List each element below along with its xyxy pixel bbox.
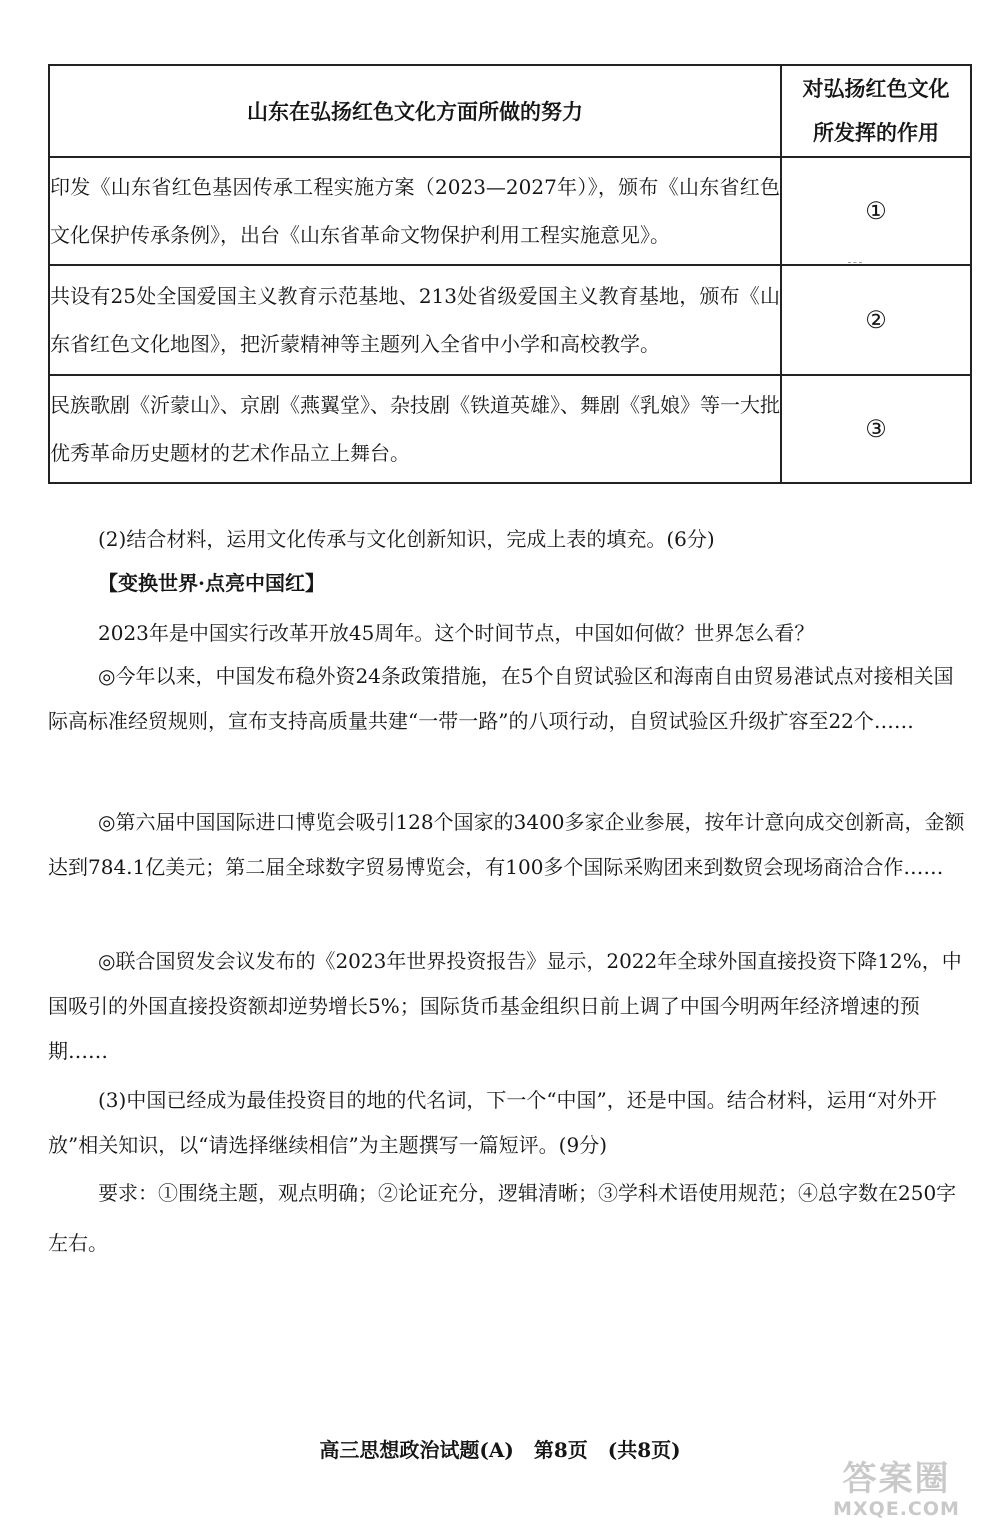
essay-requirements: 要求：①围绕主题，观点明确；②论证充分，逻辑清晰；③学科术语使用规范；④总字数在250字左右。 [48,1181,957,1255]
table-cell-effort: 印发《山东省红色基因传承工程实施方案（2023—2027年）》，颁布《山东省红色文化保护传承条例》，出台《山东省革命文物保护利用工程实施意见》。 [49,157,781,265]
table-header-efforts: 山东在弘扬红色文化方面所做的努力 [49,65,781,157]
material-bullet-2: ◎第六届中国国际进口博览会吸引128个国家的3400多家企业参展，按年计意向成交创新高，金额达到784.1亿美元；第二届全球数字贸易博览会，有100多个国际采购团来到数贸会现场商洽合作…… [48,810,965,879]
table-row [49,157,971,265]
watermark-url: MXQE.COM [833,1498,960,1520]
table-header-role-line1: 对弘扬红色文化 [802,76,950,101]
table-header-role [781,65,971,157]
red-culture-table [48,64,972,484]
material-bullet-3: ◎联合国贸发会议发布的《2023年世界投资报告》显示，2022年全球外国直接投资下降12%，中国吸引的外国直接投资额却逆势增长5%；国际货币基金组织日前上调了中国今明两年经济增速的预期…… [48,949,962,1063]
question-3: (3)中国已经成为最佳投资目的地的代名词，下一个“中国”，还是中国。结合材料，运用“对外开放”相关知识，以“请选择继续相信”为主题撰写一篇短评。(9分) [48,1088,938,1157]
page-footer: 高三思想政治试题(A) 第8页 (共8页) [319,1438,681,1462]
question-2: (2)结合材料，运用文化传承与文化创新知识，完成上表的填充。(6分) [98,527,715,551]
table-row [49,265,971,375]
site-watermark [809,1460,984,1522]
material-bullet-1: ◎今年以来，中国发布稳外资24条政策措施，在5个自贸试验区和海南自由贸易港试点对接相关国际高标准经贸规则，宣布支持高质量共建“一带一路”的八项行动，自贸试验区升级扩容至22个…… [48,664,954,733]
table-cell-effort: 共设有25处全国爱国主义教育示范基地、213处省级爱国主义教育基地，颁布《山东省红色文化地图》，把沂蒙精神等主题列入全省中小学和高校教学。 [49,265,781,375]
table-header-row [49,65,971,157]
section-title: 【变换世界·点亮中国红】 [98,571,325,595]
answer-slot-3: ③ [781,375,971,483]
scan-mark [848,262,862,275]
material-intro: 2023年是中国实行改革开放45周年。这个时间节点，中国如何做？世界怎么看？ [98,621,815,645]
table-header-role-line2: 所发挥的作用 [813,120,939,145]
watermark-logo: 答案圈 [842,1459,951,1499]
table-row [49,375,971,483]
answer-slot-2: ② [781,265,971,375]
table-cell-effort: 民族歌剧《沂蒙山》、京剧《燕翼堂》、杂技剧《铁道英雄》、舞剧《乳娘》等一大批优秀革命历史题材的艺术作品立上舞台。 [49,375,781,483]
answer-slot-1: ① [781,157,971,265]
